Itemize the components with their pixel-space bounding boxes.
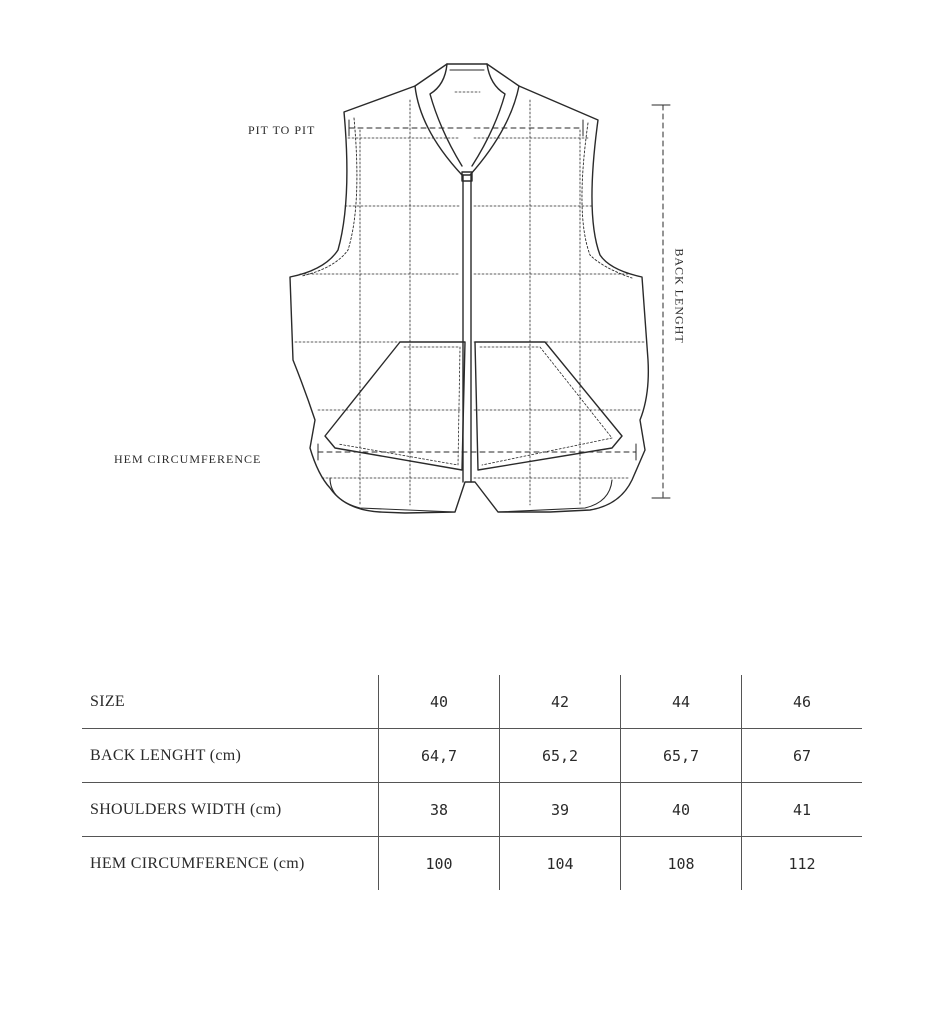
size-table xyxy=(82,675,862,890)
table-cell: 38 xyxy=(379,783,500,837)
table-cell: 108 xyxy=(621,837,742,891)
table-row xyxy=(82,729,862,783)
table-row xyxy=(82,837,862,891)
size-46: 46 xyxy=(742,675,863,729)
size-42: 42 xyxy=(500,675,621,729)
left-pocket xyxy=(325,342,465,470)
size-header-label: SIZE xyxy=(82,675,379,729)
table-cell: 40 xyxy=(621,783,742,837)
table-cell: 100 xyxy=(379,837,500,891)
table-cell: 65,7 xyxy=(621,729,742,783)
back-length-label: BACK LENGHT xyxy=(672,248,687,344)
hem-circumference-row-label: HEM CIRCUMFERENCE (cm) xyxy=(90,854,305,872)
size-40: 40 xyxy=(379,675,500,729)
zipper xyxy=(463,175,471,482)
size-44: 44 xyxy=(621,675,742,729)
back-length-row-label: BACK LENGHT (cm) xyxy=(82,729,379,783)
table-header-row xyxy=(82,675,862,729)
hem-circumference-label: HEM CIRCUMFERENCE xyxy=(114,452,262,466)
table-cell: 67 xyxy=(742,729,863,783)
table-cell: 104 xyxy=(500,837,621,891)
table-cell: 64,7 xyxy=(379,729,500,783)
vest-outline xyxy=(290,64,648,513)
table-row xyxy=(82,783,862,837)
pit-to-pit-label: PIT TO PIT xyxy=(248,123,316,137)
table-cell: 65,2 xyxy=(500,729,621,783)
shoulders-width-row-label: SHOULDERS WIDTH (cm) xyxy=(82,783,379,837)
table-cell: 39 xyxy=(500,783,621,837)
table-cell: 41 xyxy=(742,783,863,837)
table-cell: 112 xyxy=(742,837,863,891)
